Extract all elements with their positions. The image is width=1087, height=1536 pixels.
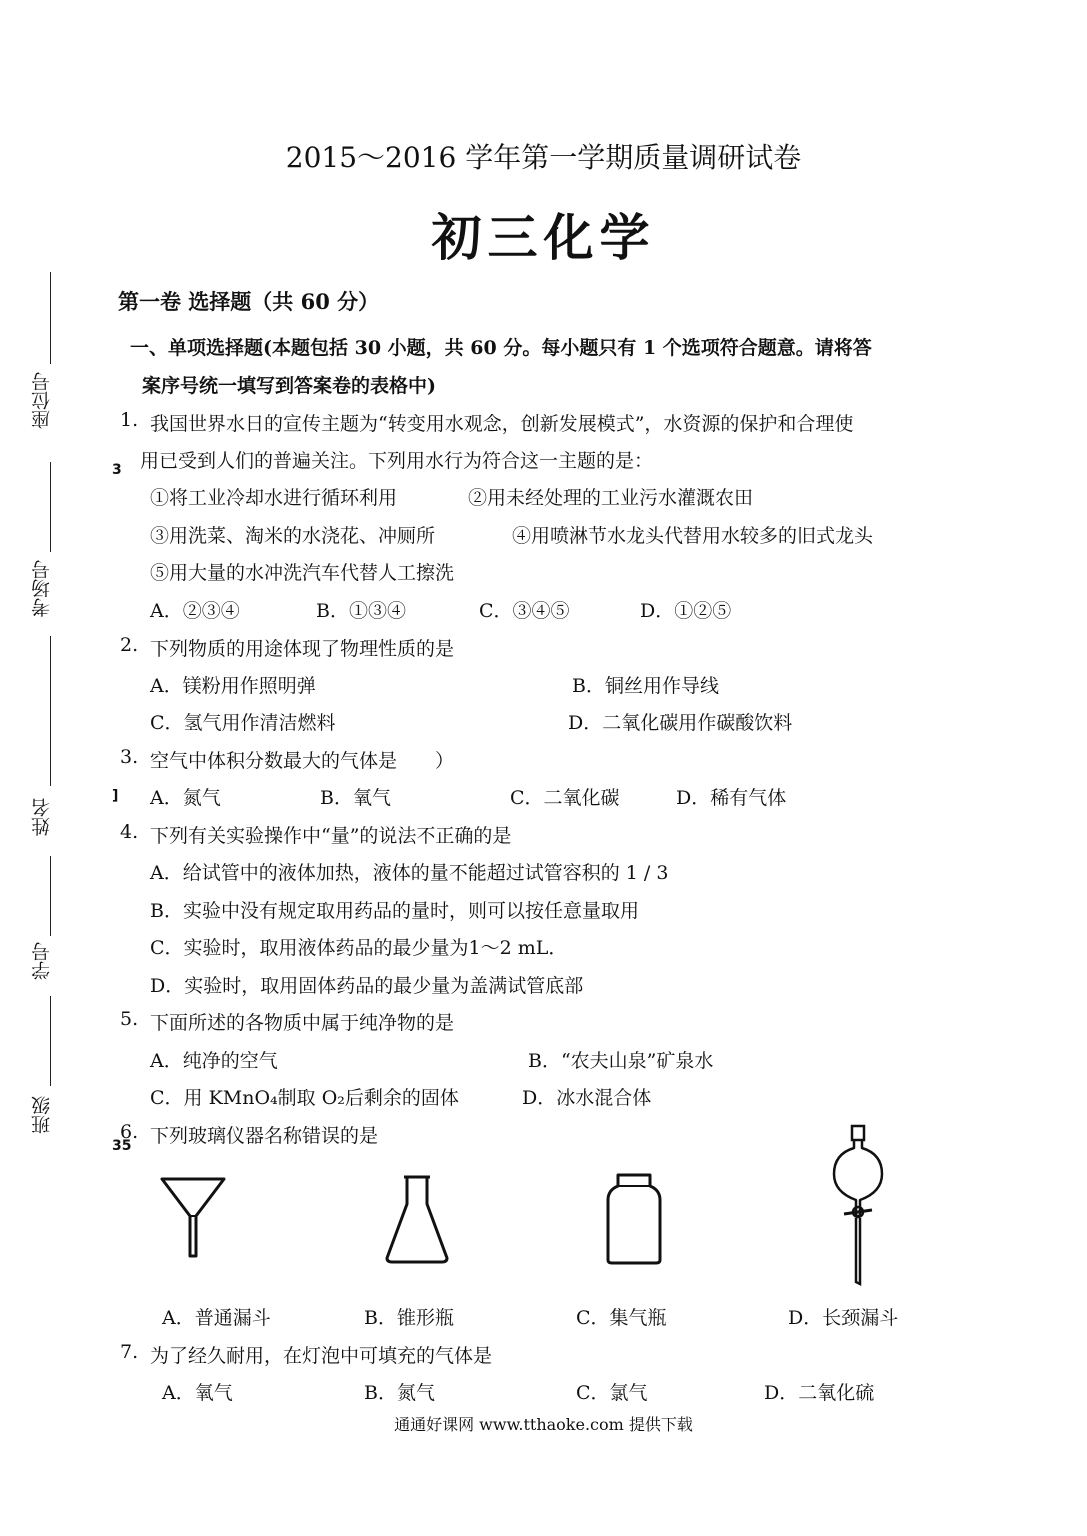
- subject-title: 初三化学: [431, 209, 656, 267]
- question-5-option-a: A．纯净的空气: [150, 1050, 278, 1072]
- question-1-item-3: ③用洗菜、淘米的水浇花、冲厕所: [150, 525, 436, 547]
- question-2-stem: 下列物质的用途体现了物理性质的是: [150, 638, 455, 660]
- question-3-option-a: A．氮气: [150, 787, 221, 809]
- funnel-icon: [160, 1176, 226, 1258]
- question-1-stem-line2: 用已受到人们的普遍关注。下列用水行为符合这一主题的是：: [140, 450, 654, 472]
- question-1-option-b: B．①③④: [316, 600, 406, 622]
- question-7-number: 7.: [120, 1341, 139, 1363]
- separatory-funnel-icon: [830, 1124, 886, 1286]
- question-6-option-b: B．锥形瓶: [364, 1307, 454, 1329]
- question-5-option-b: B．“农夫山泉”矿泉水: [528, 1050, 714, 1072]
- sidebar-label-exam-room: 考场号: [31, 560, 53, 617]
- question-1-stem-line1: 我国世界水日的宣传主题为“转变用水观念，创新发展模式”，水资源的保护和合理使: [150, 413, 854, 435]
- question-6-option-a: A．普通漏斗: [162, 1307, 271, 1329]
- stray-mark-1: 3: [112, 462, 122, 478]
- section-heading-line2: 案序号统一填写到答案卷的表格中): [142, 375, 436, 397]
- question-6-stem: 下列玻璃仪器名称错误的是: [150, 1125, 379, 1147]
- sidebar-line-4: [50, 856, 51, 936]
- question-3-option-b: B．氧气: [320, 787, 391, 809]
- question-4-option-b: B．实验中没有规定取用药品的量时，则可以按任意量取用: [150, 900, 639, 922]
- sidebar-label-student-id: 学号: [31, 942, 53, 980]
- part-title: 第一卷 选择题（共 60 分）: [118, 289, 380, 314]
- question-4-option-c: C．实验时，取用液体药品的最少量为1～2 mL．: [150, 937, 568, 959]
- question-7-option-d: D．二氧化硫: [764, 1382, 875, 1404]
- question-7-option-b: B．氮气: [364, 1382, 435, 1404]
- question-1-option-c: C．③④⑤: [479, 600, 570, 622]
- question-2-option-c: C．氢气用作清洁燃料: [150, 712, 336, 734]
- question-4-stem: 下列有关实验操作中“量”的说法不正确的是: [150, 825, 512, 847]
- stray-mark-3: 35: [112, 1138, 132, 1154]
- question-1-item-5: ⑤用大量的水冲洗汽车代替人工擦洗: [150, 562, 455, 584]
- question-4-option-d: D．实验时，取用固体药品的最少量为盖满试管底部: [150, 975, 584, 997]
- question-5-number: 5.: [120, 1008, 139, 1030]
- question-2-option-a: A．镁粉用作照明弹: [150, 675, 316, 697]
- question-4-option-a: A．给试管中的液体加热，液体的量不能超过试管容积的 1 / 3: [150, 862, 669, 884]
- sidebar-label-name: 姓名: [31, 798, 53, 836]
- question-5-option-c: C．用 KMnO₄制取 O₂后剩余的固体: [150, 1087, 459, 1109]
- question-3-stem: 空气中体积分数最大的气体是 ）: [150, 750, 455, 772]
- question-1-option-a: A．②③④: [150, 600, 240, 622]
- question-1-option-d: D．①②⑤: [640, 600, 732, 622]
- question-7-stem: 为了经久耐用，在灯泡中可填充的气体是: [150, 1345, 493, 1367]
- sidebar-label-class: 班级: [31, 1096, 53, 1134]
- question-2-option-d: D．二氧化碳用作碳酸饮料: [568, 712, 793, 734]
- question-5-option-d: D．冰水混合体: [522, 1087, 652, 1109]
- sidebar-line-2: [50, 462, 51, 552]
- sidebar-line-1: [50, 272, 51, 364]
- question-3-number: 3.: [120, 746, 139, 768]
- question-5-stem: 下面所述的各物质中属于纯净物的是: [150, 1012, 455, 1034]
- stray-mark-2: ]: [112, 788, 119, 804]
- question-6-option-d: D．长颈漏斗: [788, 1307, 899, 1329]
- footer-credit: 通通好课网 www.tthaoke.com 提供下载: [394, 1415, 693, 1434]
- exam-title: 2015～2016 学年第一学期质量调研试卷: [285, 141, 802, 174]
- question-2-option-b: B．铜丝用作导线: [572, 675, 719, 697]
- conical-flask-icon: [384, 1174, 450, 1264]
- gas-jar-icon: [604, 1172, 664, 1266]
- sidebar-line-3: [50, 636, 51, 786]
- section-heading-line1: 一、单项选择题(本题包括 30 小题，共 60 分。每小题只有 1 个选项符合题意。请将答: [130, 337, 872, 359]
- question-6-option-c: C．集气瓶: [576, 1307, 667, 1329]
- question-7-option-a: A．氧气: [162, 1382, 233, 1404]
- sidebar-line-5: [50, 996, 51, 1086]
- question-4-number: 4.: [120, 821, 139, 843]
- question-3-option-d: D．稀有气体: [676, 787, 787, 809]
- question-1-item-2: ②用未经处理的工业污水灌溉农田: [468, 487, 754, 509]
- question-2-number: 2.: [120, 634, 139, 656]
- question-7-option-c: C．氯气: [576, 1382, 648, 1404]
- sidebar-label-seat: 座位号: [31, 372, 53, 429]
- question-1-item-1: ①将工业冷却水进行循环利用: [150, 487, 398, 509]
- question-1-number: 1.: [120, 409, 139, 431]
- question-1-item-4: ④用喷淋节水龙头代替用水较多的旧式龙头: [512, 525, 874, 547]
- question-3-option-c: C．二氧化碳: [510, 787, 620, 809]
- question-6-number: 6.: [120, 1121, 139, 1143]
